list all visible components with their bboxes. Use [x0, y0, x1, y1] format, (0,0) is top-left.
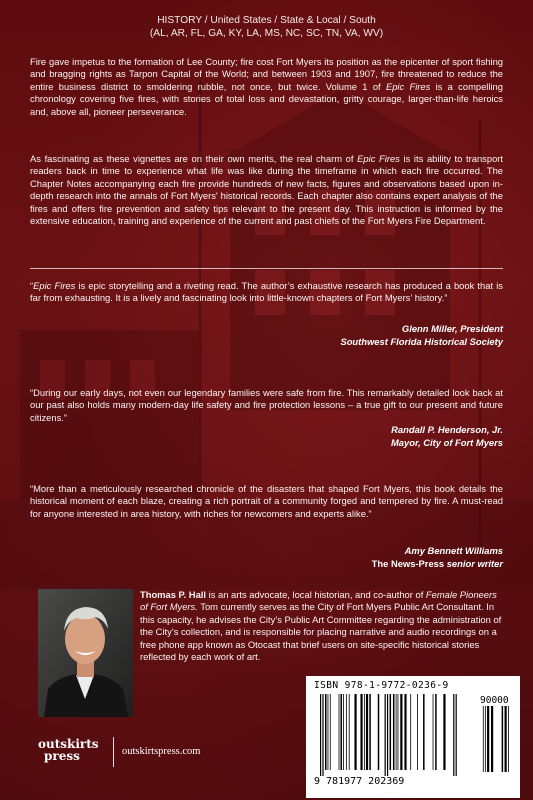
endorsement-quote-1 [30, 280, 503, 305]
barcode-bar [505, 706, 507, 772]
publisher-logo-line-2: press [44, 749, 80, 763]
barcode-bar [396, 694, 397, 770]
barcode-bar [456, 694, 457, 776]
endorsement-attribution-1 [203, 322, 503, 348]
barcode-bar [325, 694, 327, 770]
barcode-bar [453, 694, 454, 776]
category-line-2: (AL, AR, FL, GA, KY, LA, MS, NC, SC, TN, VA, WV) [149, 28, 384, 39]
barcode-bar [340, 694, 342, 770]
publisher-logo [38, 738, 108, 762]
barcode-bar [393, 694, 395, 770]
barcode-bar [330, 694, 331, 770]
isbn-label: ISBN 978-1-9772-0236-9 [314, 680, 449, 691]
bio-book-title: Female Pioneers of Fort Myers. [140, 589, 497, 613]
barcode-bar [320, 694, 321, 776]
intro-p2-text-a: As fascinating as these vignettes are on their own merits, the real charm of [30, 153, 358, 164]
barcode-bar [354, 694, 356, 770]
price-code-text: 90000 [480, 695, 509, 706]
quote-3-org-italic: senior writer [446, 558, 503, 569]
barcode-bar [502, 706, 504, 772]
quote-3-text: “More than a meticulously researched chronicle of the disasters that shaped Fort Myers, this book details the historical moment of each blaze, creating a rich portrait of a community forged and tempered by fire. A must-read for anyone interested in area history, with riches for newcomers and experts alike.” [30, 483, 503, 519]
barcode-bar [404, 694, 406, 770]
quote-3-org [203, 557, 503, 570]
barcode-bar [328, 694, 329, 770]
barcode-graphic [316, 694, 512, 776]
barcode-bar [508, 706, 509, 772]
intro-p1-text-a: Fire gave impetus to the formation of Lee County; fire cost Fort Myers its position as the epicenter of sport fishing and bragging rights as Tarpon Capital of the World; and between 1903 and 1907, fire threatened to reduce the entire business district to smoldering rubble, not once, but twice. Volume 1 of [30, 56, 503, 92]
intro-paragraph-2 [30, 153, 503, 227]
intro-p2-book-title: Epic Fires [357, 153, 400, 164]
quote-1-book-title: Epic Fires [33, 280, 76, 291]
barcode-bar [400, 694, 402, 770]
intro-p1-book-title: Epic Fires [385, 80, 431, 92]
barcode-bar [433, 694, 434, 770]
barcode-bar [483, 706, 484, 772]
barcode-bar [485, 706, 486, 772]
barcode-bar [491, 706, 493, 772]
barcode-bar [417, 694, 418, 770]
endorsement-attribution-3 [203, 544, 503, 570]
barcode-bar [343, 694, 344, 770]
bisac-category [30, 14, 503, 40]
quote-1-text: is epic storytelling and a riveting read. The author’s exhaustive research has produced a book that is far from exhausting. It is a lively and fascinating look into little-known chapters of Fort Myers’ history.” [30, 280, 503, 304]
barcode-bar [398, 694, 399, 770]
quote-2-org: Mayor, City of Fort Myers [390, 437, 503, 448]
author-name: Thomas P. Hall [140, 589, 206, 600]
publisher-logo-line-1: outskirts [38, 737, 99, 751]
category-line-1: HISTORY / United States / State & Local / South [157, 15, 376, 26]
barcode-bar [378, 694, 380, 770]
quote-1-open-mark: “ [30, 280, 34, 291]
ean-bars [320, 694, 457, 776]
quote-3-org-plain: The News-Press [371, 558, 447, 569]
quote-2-text: “During our early days, not even our legendary families were safe from fire. This remarkably detailed look back at our past also holds many modern-day life safety and fire protection lessons – a true gift to our present and future citizens.” [30, 387, 503, 423]
barcode-bar [360, 694, 362, 770]
endorsement-quote-3 [30, 483, 503, 520]
endorsement-attribution-2 [203, 423, 503, 449]
barcode-bar [390, 694, 392, 770]
quote-1-name: Glenn Miller, President [401, 323, 503, 334]
intro-paragraph-1 [30, 56, 503, 118]
barcode-bar [364, 694, 365, 770]
endorsement-quote-2 [30, 387, 503, 424]
barcode-bar [339, 694, 340, 770]
barcode-bar [349, 694, 350, 770]
barcode-bar [366, 694, 368, 770]
barcode-bar [410, 694, 411, 770]
quote-1-org: Southwest Florida Historical Society [340, 336, 503, 347]
intro-p1-text-b: is a compelling chronology covering five fires, with stories of total loss and devastation, gritty courage, larger-than-life heroics and, above all, pioneer perseverance. [30, 80, 503, 117]
barcode-bar [322, 694, 323, 776]
addon-bars [483, 706, 509, 772]
quote-2-name: Randall P. Henderson, Jr. [391, 424, 503, 435]
barcode-bar [346, 694, 347, 770]
barcode-bar [369, 694, 371, 770]
barcode-digits: 9 781977 202369 [314, 776, 405, 787]
bio-text-1: is an arts advocate, local historian, and co-author of [206, 589, 426, 600]
barcode-bar [423, 694, 425, 770]
section-divider [30, 268, 503, 269]
author-photo [38, 589, 133, 717]
isbn-barcode [306, 676, 520, 798]
barcode-bar [435, 694, 437, 770]
intro-p2-text-b: is its ability to transport readers back in time to experience what life was like during the timeframe in which each fire occurred. The Chapter Notes accompanying each fire provide hundreds of new facts, figures and observations based upon in-depth research into the annals of Fort Myers' historical records. Each chapter also contains expert analysis of the fires and offers fire prevention and safety tips relevant to the present day. This instruction is informed by the extensive education, training and experience of the current and past chiefs of the Fort Myers Fire Department. [30, 153, 504, 227]
barcode-bar [443, 694, 445, 770]
barcode-bar [487, 706, 489, 772]
barcode-bar [387, 694, 388, 776]
logo-divider [113, 737, 114, 767]
author-bio [140, 589, 504, 663]
bio-text-2: Tom currently serves as the City of Fort Myers Public Art Consultant. In this capacity, he advises the City’s Public Art Committee regarding the administration of the City’s collection, and is responsible for placing narrative and audio recordings on a free phone app known as Otocast that brief users on site-specific historical stories reflected by each work of art. [140, 601, 502, 663]
barcode-bar [385, 694, 386, 776]
quote-3-name: Amy Bennett Williams [404, 545, 503, 556]
publisher-website: outskirtspress.com [122, 746, 201, 757]
author-portrait-graphic [38, 589, 133, 717]
